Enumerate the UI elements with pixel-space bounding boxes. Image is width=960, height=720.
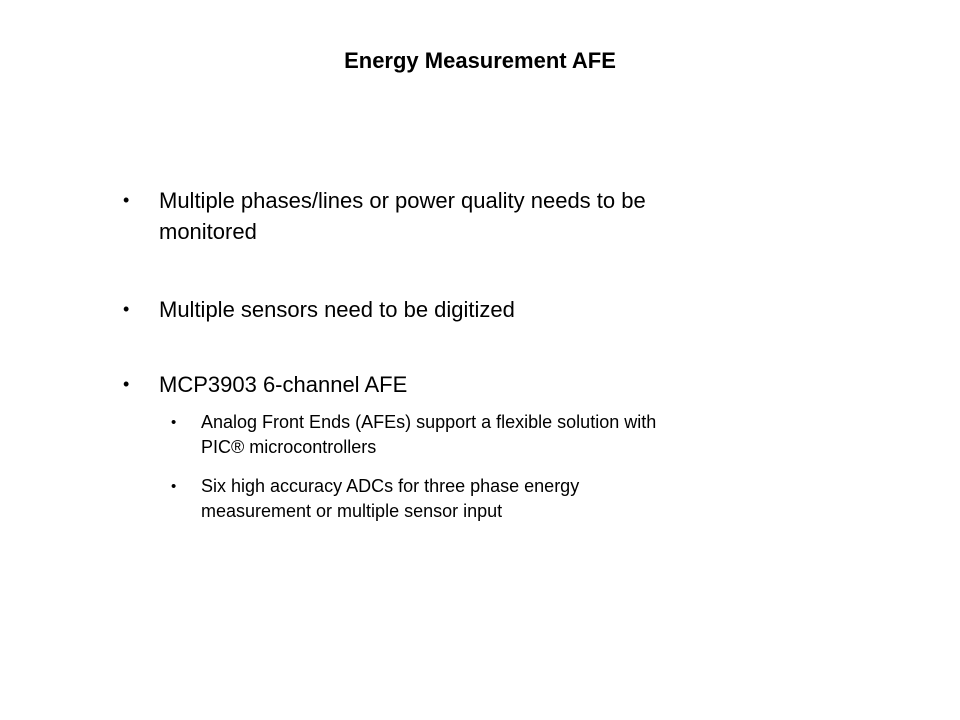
sub-bullet-text-line: Six high accuracy ADCs for three phase energy bbox=[201, 476, 580, 496]
bullet-text-line: MCP3903 6-channel AFE bbox=[159, 372, 408, 397]
bullet-icon: • bbox=[171, 414, 177, 431]
bullet-text-line: Multiple phases/lines or power quality needs to be bbox=[159, 188, 646, 213]
sub-bullet-text-line: measurement or multiple sensor input bbox=[201, 501, 503, 521]
bullet-icon: • bbox=[123, 374, 130, 394]
bullet-item bbox=[123, 294, 515, 325]
sub-bullet-item bbox=[171, 474, 580, 524]
sub-bullet-text-line: PIC® microcontrollers bbox=[201, 437, 377, 457]
bullet-icon: • bbox=[123, 190, 130, 210]
sub-bullet-item bbox=[171, 410, 657, 460]
sub-bullet-text-line: Analog Front Ends (AFEs) support a flexible solution with bbox=[201, 412, 657, 432]
slide-title: Energy Measurement AFE bbox=[344, 48, 616, 73]
bullet-icon: • bbox=[123, 299, 130, 319]
bullet-item bbox=[123, 369, 408, 400]
bullet-text-line: Multiple sensors need to be digitized bbox=[159, 297, 515, 322]
bullet-text-line: monitored bbox=[159, 219, 257, 244]
bullet-icon: • bbox=[171, 478, 177, 495]
bullet-item bbox=[123, 185, 646, 247]
